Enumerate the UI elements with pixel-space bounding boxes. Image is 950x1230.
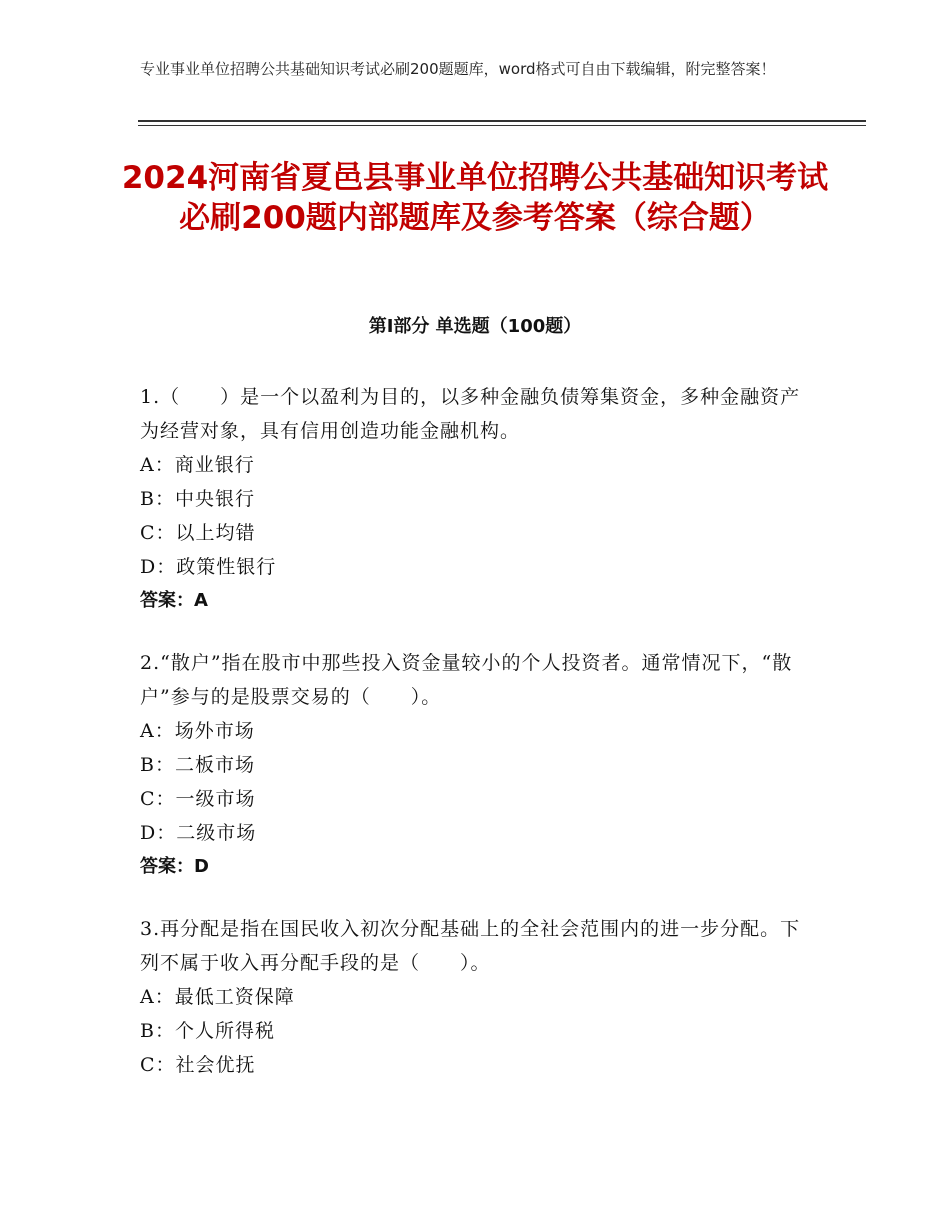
option-b: B：个人所得税 <box>140 1020 275 1042</box>
answer: 答案：A <box>140 590 208 611</box>
option-c: C：一级市场 <box>140 788 256 810</box>
document-title: 2024河南省夏邑县事业单位招聘公共基础知识考试必刷200题内部题库及参考答案（综合题） <box>121 160 829 236</box>
option-b: B：中央银行 <box>140 488 255 510</box>
question-3 <box>140 912 820 1082</box>
question-stem: 3.再分配是指在国民收入初次分配基础上的全社会范围内的进一步分配。下列不属于收入再分配手段的是（ ）。 <box>140 918 801 974</box>
option-c: C：社会优抚 <box>140 1054 256 1076</box>
header-note: 专业事业单位招聘公共基础知识考试必刷200题题库，word格式可自由下载编辑，附完整答案！ <box>140 60 776 78</box>
question-stem: 2.“散户”指在股市中那些投入资金量较小的个人投资者。通常情况下，“散户”参与的是股票交易的（ ）。 <box>140 652 793 708</box>
header-rule-thin <box>138 125 866 126</box>
option-d: D：二级市场 <box>140 822 257 844</box>
answer: 答案：D <box>140 856 209 877</box>
question-list <box>140 380 820 1110</box>
option-a: A：商业银行 <box>140 454 255 476</box>
header-rule-thick <box>138 120 866 122</box>
option-c: C：以上均错 <box>140 522 256 544</box>
option-d: D：政策性银行 <box>140 556 277 578</box>
question-stem: 1.（ ）是一个以盈利为目的，以多种金融负债筹集资金，多种金融资产为经营对象，具有信用创造功能金融机构。 <box>140 386 801 442</box>
option-a: A：场外市场 <box>140 720 255 742</box>
question-1 <box>140 380 820 618</box>
option-b: B：二板市场 <box>140 754 255 776</box>
option-a: A：最低工资保障 <box>140 986 295 1008</box>
question-2 <box>140 646 820 884</box>
section-title: 第I部分 单选题（100题） <box>368 316 582 337</box>
